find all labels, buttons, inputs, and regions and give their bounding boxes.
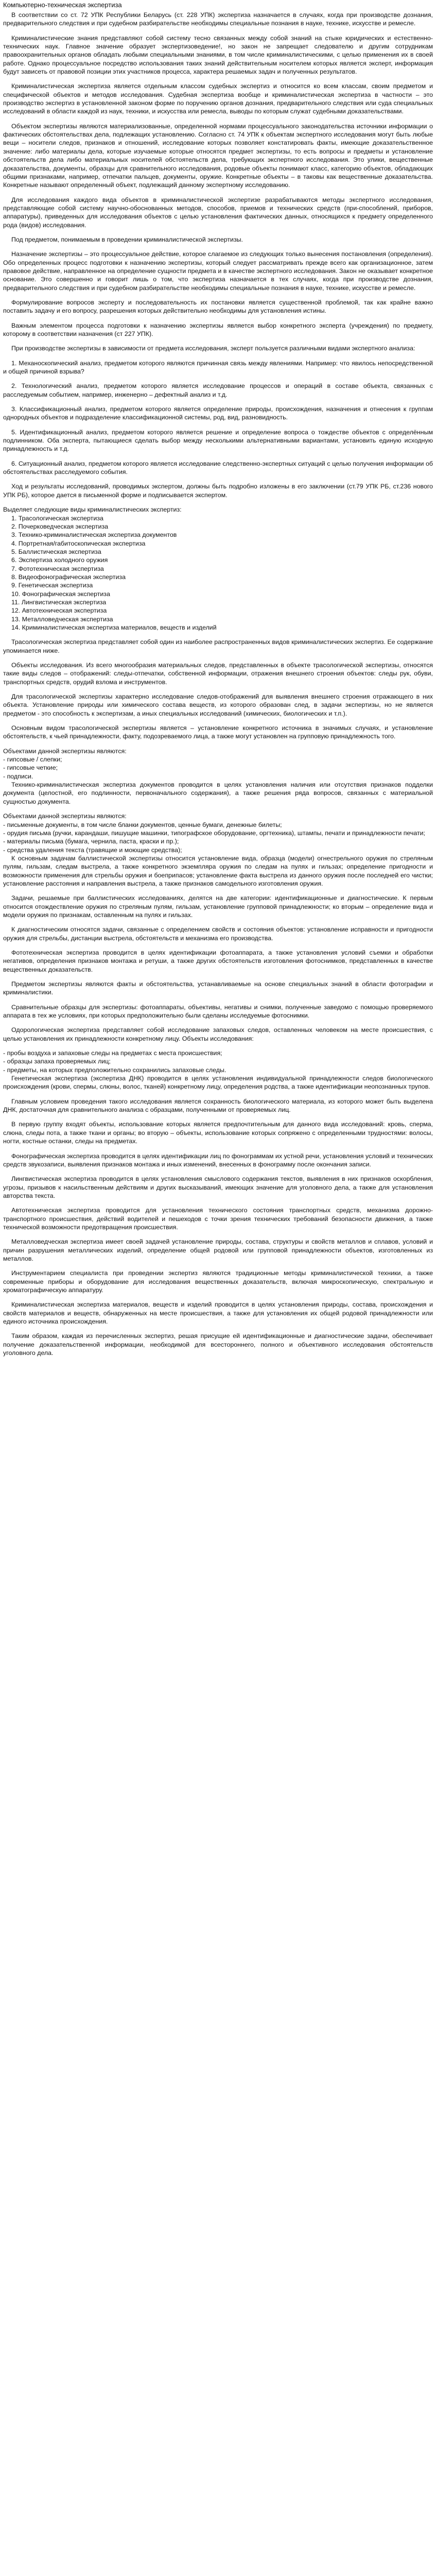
paragraph: 3. Классификационный анализ, предметом которого является определение природы, происхождения, назначения и отнесения к группам однородных объектов и подразделение классификационной системы, род, вид, разновидность. [3,405,433,421]
list-item: 7. Фототехническая экспертиза [11,565,104,572]
list-item: 6. Экспертиза холодного оружия [11,556,108,564]
paragraph: 1. Механоскопический анализ, предметом которого являются причинная связь между явлениями. Например: что явилось непосредственной и общей причиной взрыва? [3,359,433,376]
text-line: - письменные документы, в том числе бланки документов, ценные бумаги, денежные билеты; [3,821,282,828]
paragraph: При производстве экспертизы в зависимости от предмета исследования, эксперт пользуется различными видами экспертного анализа: [11,345,415,352]
paragraph: В соответствии со ст. 72 УПК Республики Беларусь (ст. 228 УПК) экспертиза назначается в случаях, когда при производстве дознания, предварительного следствия и при судебном разбирательстве необходимы специальные познания в науке, технике, искусстве и ремесле. [3,11,433,27]
paragraph: Главным условием проведения такого исследования является сохранность биологического материала, из которого может быть выделена ДНК, достаточная для сравнительного анализа с образцами, полученными от проверяемых лиц. [3,1097,433,1114]
list-item: 5. Баллистическая экспертиза [11,548,101,555]
paragraph: Под предметом, понимаемым в проведении криминалистической экспертизы. [11,235,243,243]
text-line: - подписи. [3,772,33,780]
text-line: - гипсовые четкие; [3,764,58,772]
paragraph: Криминалистическая экспертиза материалов, веществ и изделий проводится в целях установления природы, состава, происхождения и свойств материалов и веществ, обнаруженных на месте происшествия, а также для установления их общей родовой принадлежности или единого источника происхождения. [3,1301,433,1325]
text-line: - пробы воздуха и запаховые следы на предметах с места происшествия; [3,1049,222,1057]
paragraph: Предметом экспертизы являются факты и обстоятельства, устанавливаемые на основе специальных знаний в области фотографии и криминалистики. [3,980,433,996]
list-item: 10. Фонографическая экспертиза [11,590,110,598]
paragraph: Фототехническая экспертиза проводится в целях идентификации фотоаппарата, а также установления условий съемки и обработки негативов, определения признаков монтажа и ретуши, а также других обстоятельств изготовления фотоснимков, представленных в качестве вещественных доказательств. [3,948,433,973]
paragraph: Для исследования каждого вида объектов в криминалистической экспертизе разрабатываются методы экспертного исследования, представляющие собой систему научно-обоснованных методов, способов, приемов и технических средств (при-способлений, приборов, аппаратуры), приведенных для исследования объектов с целью установления фактических данных, относящихся к предмету определенного рода (видов) исследования. [3,196,433,229]
paragraph: Криминалистические знания представляют собой систему тесно связанных между собой знаний на стыке юридических и естественно-технических наук. Главное значение образует экспертизоведение!, но закон не запрещает следователю и другим сотрудникам правоохранительных органов обладать любыми специальными знаниями, в том числе криминалистическими, с целью применения их в своей работе. Однако процессуальное посредство использования таких знаний действительным носителем которых является эксперт, информация будут зависеть от правовой позиции этих участников процесса, характера решаемых задач и полученных результатов. [3,34,433,76]
paragraph: 5. Идентификационный анализ, предметом которого является решение и определение вопроса о тождестве объектов с определённым подлинником. Оба эксперта, пытающиеся сделать выбор между несколькими альтернативными вариантами, установить единую исходную принадлежность и т.д. [3,428,433,453]
text-line: Объектами данной экспертизы являются: [3,747,127,755]
paragraph: Задачи, решаемые при баллистических исследованиях, делятся на две категории: идентификационные и диагностические. К первым относится отождествление оружия по стреляным пулям, гильзам, установление групповой принадлежности; ко вторым – определение вида и модели оружия по признакам, оставленным на пулях и гильзах. [3,894,433,919]
paragraph: В первую группу входят объекты, использование которых является предпочтительным для данного вида исследований: кровь, сперма, слюна, следы пота, а также ткани и органы; во вторую – объекты, использование которых сопряжено с определенными трудностями: волосы, ногти, костные останки, следы на предметах. [3,1121,433,1145]
paragraph: 2. Технологический анализ, предметом которого является исследование процессов и операций в составе объекта, связанных с расследуемым событием, например, инженерно – дефектный анализ и т.д. [3,382,433,398]
text-line: - материалы письма (бумага, чернила, паста, краски и пр.); [3,838,179,845]
text-line: - предметы, на которых предположительно сохранились запаховые следы. [3,1066,226,1074]
paragraph: Инструментарием специалиста при проведении экспертиз являются традиционные методы криминалистической техники, а также современные приборы и оборудование для исследования вещественных доказательств, включая микроскопическую, спектральную и хроматографическую аппаратуру. [3,1269,433,1294]
paragraph: Для трасологической экспертизы характерно исследование следов-отображений для выявления внешнего строения отражающего в них объекта. Установление природы или химического состава веществ, из которого образован след, в задачи экспертизы, но не является предметом - это способность к экспертизам, а иных специальных исследований (химических, биологических и т.п.). [3,693,433,717]
document-title: Компьютерно-техническая экспертиза [3,1,122,9]
text-line: - гипсовые / слепки; [3,756,62,764]
paragraph: Объекты исследования. Из всего многообразия материальных следов, представленных в объекте трасологической экспертизы, относятся такие виды следов – отображений: следы-отпечатки, собственной информации, отражения внешнего строения объектов: следы рук, обуви, транспортных средств, орудий взлома и инструментов. [3,662,433,686]
paragraph: Металловедческая экспертиза имеет своей задачей установление природы, состава, структуры и свойств металлов и сплавов, условий и причин разрушения металлических изделий, определение общей родовой или групповой принадлежности объектов, изготовленных из металлов. [3,1238,433,1262]
paragraph: Таким образом, каждая из перечисленных экспертиз, решая присущие ей идентификационные и диагностические задачи, обеспечивает получение доказательственной информации, необходимой для всестороннего, полного и объективного исследования обстоятельств уголовного дела. [3,1332,433,1357]
paragraph: Сравнительные образцы для экспертизы: фотоаппараты, объективы, негативы и снимки, полученные заведомо с помощью проверяемого аппарата в тех же условиях, при которых предположительно были сделаны исследуемые фотоснимки. [3,1003,433,1020]
text-line: - орудия письма (ручки, карандаши, пишущие машинки, типографское оборудование, оргтехника), штампы, печати и принадлежности печати; [3,829,425,837]
paragraph: 6. Ситуационный анализ, предметом которого является исследование следственно-экспертных ситуаций с целью получения информации об обстоятельствах расследуемого события. [3,460,433,476]
text-line: Объектами данной экспертизы являются: [3,812,127,820]
paragraph: Лингвистическая экспертиза проводится в целях установления смыслового содержания текстов, выявления в них признаков оскорбления, угрозы, призывов к насильственным действиям и других высказываний, имеющих значение для уголовного дела, а также для установления авторства текста. [3,1175,433,1199]
text-line: Выделяет следующие виды криминалистических экспертиз: [3,506,182,514]
list-item: 8. Видеофонографическая экспертиза [11,573,126,581]
paragraph: Ход и результаты исследований, проводимых экспертом, должны быть подробно изложены в его заключении (ст.79 УПК РБ, ст.236 нового УПК РБ), которое дается в письменной форме и подписывается экспертом. [3,483,433,499]
list-item: 14. Криминалистическая экспертиза материалов, веществ и изделий [11,623,217,631]
paragraph: Объектом экспертизы являются материализованные, определенной нормами процессуального законодательства источники информации о фактических обстоятельствах дела, подлежащих установлению. Согласно ст. 74 УПК к объектам экспертного исследования могут быть любые вещи – носители следов, признаков и отношений, исследование которых позволяет констатировать факты, имеющие доказательственное значение: либо материалы дела, которые изучаемые которые относятся предмет экспертизы, то есть вопросы и предметы и установление обстоятельств дела либо материальных носителей обстоятельств дела, требующих экспертного исследования. Это улики, вещественные доказательства, документы, образцы для сравнительного исследования, родовые объекты понимают класс, категорию объектов, обладающих общими признаками, например, отпечатки пальцев, документы, оружие. Конкретные объекты – в таковы как вещественные доказательства. Конкретные называют определенный объект, подлежащий данному экспертному исследованию. [3,122,433,189]
list-item: 13. Металловедческая экспертиза [11,615,113,623]
paragraph: Автотехническая экспертиза проводится для установления технического состояния транспортных средств, механизма дорожно-транспортного происшествия, действий водителей и пешеходов с точки зрения технических требований безопасности движения, а также технической возможности предотвращения происшествия. [3,1207,433,1231]
paragraph: Основным видом трасологической экспертизы является – установление конкретного источника в значимых случаях, и установление обстоятельств, к чьей принадлежности, факту, подозреваемого лица, а также могут установлен на групповую принадлежность того. [3,724,433,740]
paragraph: Фонографическая экспертиза проводится в целях идентификации лиц по фонограммам их устной речи, установления условий и технических средств звукозаписи, выявления признаков монтажа и иных изменений, внесенных в фонограмму после окончания записи. [3,1152,433,1168]
list-item: 12. Автотехническая экспертиза [11,607,107,615]
paragraph: Одорологическая экспертиза представляет собой исследование запаховых следов, оставленных человеком на месте происшествия, с целью установления их принадлежности конкретному лицу. Объекты исследования: [3,1026,433,1042]
list-item: 4. Портретная/габитоскопическая экспертиза [11,539,146,547]
list-item: 11. Лингвистическая экспертиза [11,598,107,606]
paragraph: К основным задачам баллистической экспертизы относится установление вида, образца (модели) огнестрельного оружия по стреляным пулям, гильзам, следам выстрела, а также конкретного экземпляра оружия по следам на пулях и гильзах; определение пригодности и возможности применения для стрельбы оружия и боеприпасов; установление факта выстрела из данного оружия после последней его чистки; установление расстояния и направления выстрела, а также признаков самодельного изготовления оружия. [3,854,433,887]
list-item: 3. Технико-криминалистическая экспертиза документов [11,531,177,539]
expertise-types-list [3,514,433,632]
paragraph: Генетическая экспертиза (экспертиза ДНК) проводится в целях установления индивидуальной принадлежности следов биологического происхождения (крови, спермы, слюны, волос, тканей) конкретному лицу, определения родства, а также идентификации неопознанных трупов. [3,1075,433,1091]
text-line: - образцы запаха проверяемых лиц; [3,1058,111,1065]
paragraph: Криминалистическая экспертиза является отдельным классом судебных экспертиз и относится ко всем классам, своим предметом и специфической объектов и методов исследования. Судебная экспертиза вообще и криминалистическая экспертиза в частности – это производство экспертиз в установленной законом форме по поручению органов дознания, предварительного следствия или суда специальных исследований в области каждой из наук, техники, и искусства или ремесла, выводы по которым служат судебными доказательствами. [3,82,433,115]
paragraph: Важным элементом процесса подготовки к назначению экспертизы является выбор конкретного эксперта (учреждения) по предмету, которому в соответствии назначения (ст 227 УПК). [3,321,433,337]
paragraph: Технико-криминалистическая экспертиза документов проводится в целях установления наличия или отсутствия признаков подделки документа (целостной, его подлинности, первоначального содержания), а также решения ряда вопросов, связанных с материальной сущностью документа. [3,781,433,805]
paragraph: Формулирование вопросов эксперту и последовательность их постановки является существенной проблемой, так как крайне важно поставить задачу и его вопросу, разрешения которых действительно необходимы для установления истины. [3,298,433,315]
list-item: 9. Генетическая экспертиза [11,582,93,589]
paragraph: Назначение экспертизы – это процессуальное действие, которое слагаемое из следующих только вынесения постановления (определения). Обо определенных процесс подготовки к назначению экспертизы, который следует рассматривать прежде всего как организационное, затем правовое действие, направленное на определение сущности предмета и в качестве экспертного исследования. Закон не оказывает конкретное основание. Это совершенно и говорит лишь о том, что экспертиза назначается в тех случаях, когда при производстве дознания, предварительного следствия и при судебном разбирательстве необходимы специальные познания в науке, технике, искусстве и ремесле. [3,250,433,292]
list-item: 2. Почерковедческая экспертиза [11,522,109,530]
paragraph: К диагностическим относятся задачи, связанные с определением свойств и состояния объектов: установление исправности и пригодности оружия для стрельбы, дистанции выстрела, обстоятельств и механизма его производства. [3,926,433,942]
paragraph: Трасологическая экспертиза представляет собой один из наиболее распространенных видов криминалистических экспертиз. Ее содержание упоминается ниже. [3,638,433,654]
text-line: - средства удаления текста (травящие и моющие средства); [3,846,182,854]
list-item: 1. Трасологическая экспертиза [11,514,103,522]
document-body [3,11,433,1357]
